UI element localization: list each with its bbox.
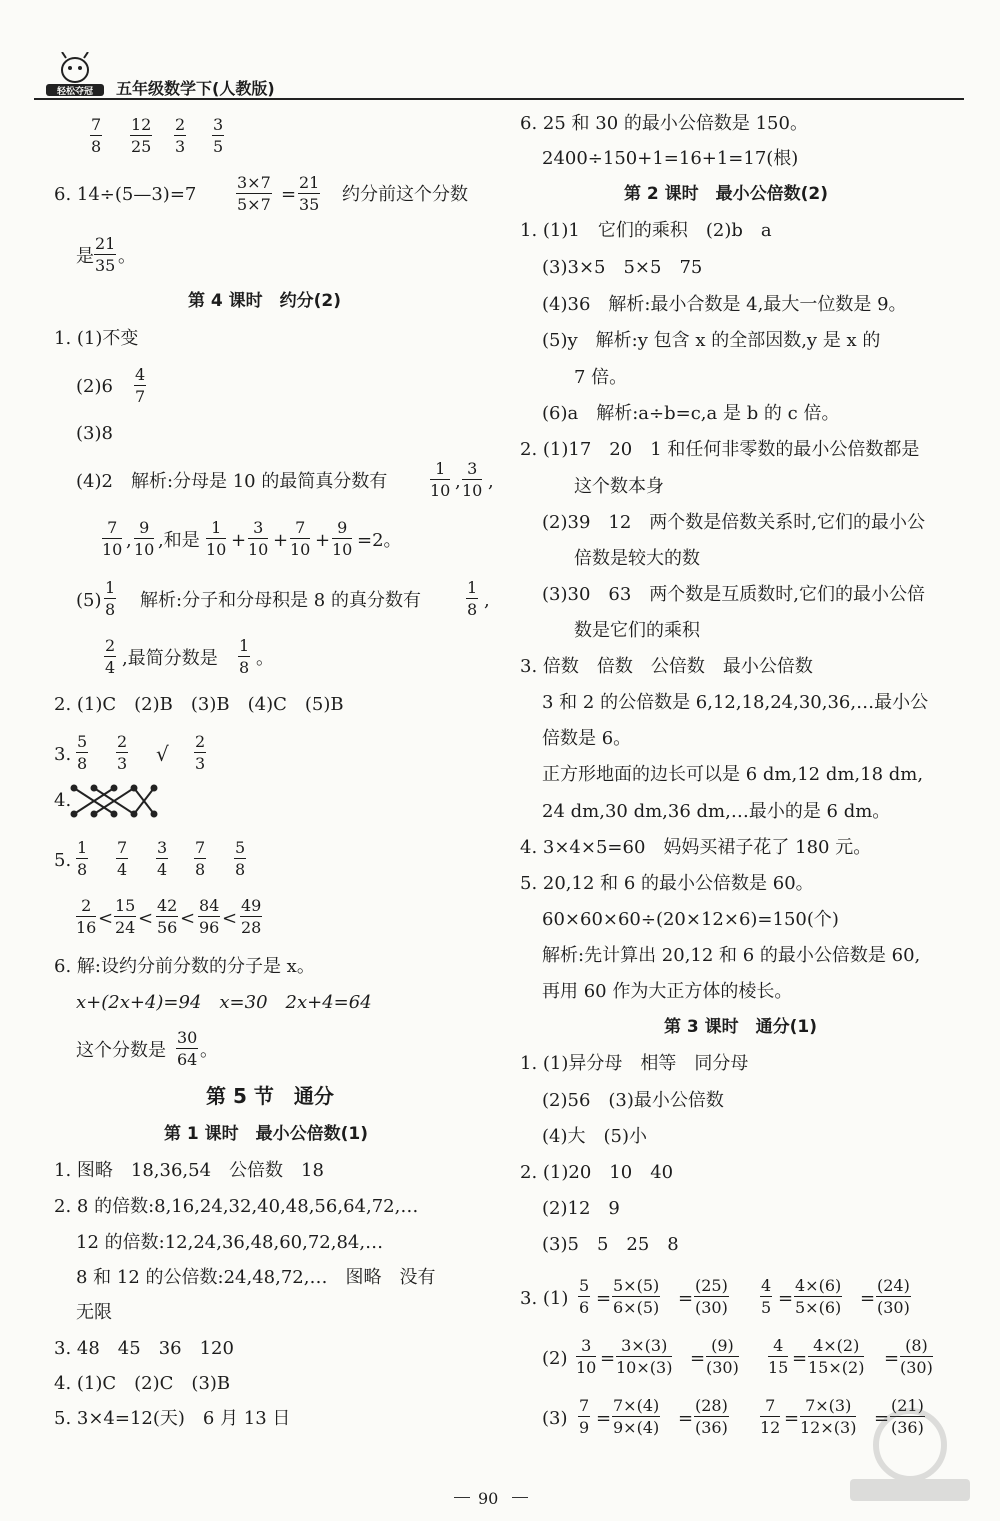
answer-line: 6. 14÷(5—3)=7 — [54, 184, 197, 205]
answer-line: 5. 3×4=12(天) 6 月 13 日 — [54, 1408, 291, 1429]
answer-line: (2)56 (3)最小公倍数 — [542, 1090, 724, 1111]
fraction: 5 6 — [579, 1276, 590, 1317]
fraction: 3 10 — [248, 518, 269, 559]
fraction: 21 35 — [95, 234, 116, 275]
fraction: (25) (30) — [695, 1276, 728, 1317]
fraction: 7 8 — [91, 115, 102, 156]
fraction: 9 10 — [332, 518, 353, 559]
fraction: 3 4 — [157, 838, 168, 879]
fraction: 7×(4) 9×(4) — [613, 1396, 660, 1437]
fraction: 3×7 5×7 — [237, 173, 271, 214]
answer-line: 2. (1)20 10 40 — [520, 1162, 674, 1183]
answer-line: ,和是 — [158, 530, 200, 551]
answer-line: (5) — [76, 590, 102, 611]
page-number-dash — [512, 1497, 528, 1498]
fraction: 9 10 — [134, 518, 155, 559]
page-number-dash — [454, 1497, 470, 1498]
answer-line: ,最简分数是 — [122, 648, 218, 669]
answer-line: (3)30 63 两个数是互质数时,它们的最小公倍 — [542, 584, 926, 605]
fraction: 21 35 — [299, 173, 320, 214]
answer-line: 1. 图略 18,36,54 公倍数 18 — [54, 1160, 324, 1181]
fraction: (21) (36) — [891, 1396, 924, 1437]
answer-line: 正方形地面的边长可以是 6 dm,12 dm,18 dm, — [542, 764, 924, 785]
answer-line: (5)y 解析:y 包含 x 的全部因数,y 是 x 的 — [542, 330, 881, 351]
answer-line: 1. (1)1 它们的乘积 (2)b a — [520, 220, 772, 241]
fraction: 7 8 — [195, 838, 206, 879]
answer-line: 6. 25 和 30 的最小公倍数是 150。 — [520, 113, 808, 134]
answer-line: 这个数本身 — [574, 476, 664, 497]
svg-text:轻松夺冠: 轻松夺冠 — [56, 87, 94, 97]
fraction: (8) (30) — [900, 1336, 933, 1377]
header-rule — [34, 98, 964, 100]
fraction: 84 96 — [199, 896, 220, 937]
fraction: 2 3 — [117, 732, 128, 773]
answer-line: 倍数是较大的数 — [574, 548, 700, 569]
answer-line: (3)3×5 5×5 75 — [542, 257, 703, 278]
answer-line: 解析:先计算出 20,12 和 6 的最小公倍数是 60, — [542, 945, 921, 966]
fraction: 5 8 — [77, 732, 88, 773]
answer-line: 12 的倍数:12,24,36,48,60,72,84,… — [76, 1232, 384, 1253]
fraction: 4×(6) 5×(6) — [795, 1276, 842, 1317]
answer-line: 无限 — [76, 1302, 112, 1323]
fraction: (9) (30) — [706, 1336, 739, 1377]
fraction: 7×(3) 12×(3) — [800, 1396, 857, 1437]
answer-line: 4. — [54, 790, 72, 811]
fraction: 2 16 — [76, 896, 97, 937]
answer-line: 1. (1)异分母 相等 同分母 — [520, 1053, 749, 1074]
answer-line: 7 倍。 — [574, 367, 628, 388]
fraction: 4×(2) 15×(2) — [808, 1336, 865, 1377]
answer-line: =2。 — [357, 530, 402, 551]
page-number: 90 — [478, 1489, 499, 1508]
fraction: 1 8 — [105, 578, 116, 619]
fraction: 5 8 — [235, 838, 246, 879]
fraction: 4 15 — [768, 1336, 789, 1377]
section-heading: 第 5 节 通分 — [206, 1084, 334, 1108]
mascot-logo-icon — [44, 52, 106, 98]
answer-line: 4. 3×4×5=60 妈妈买裙子花了 180 元。 — [520, 837, 872, 858]
fraction: 3×(3) 10×(3) — [616, 1336, 673, 1377]
answer-line: 3. (1) — [520, 1288, 569, 1309]
answer-line: 2. (1)17 20 1 和任何非零数的最小公倍数都是 — [520, 439, 920, 460]
fraction: 3 5 — [213, 115, 224, 156]
answer-line: 这个分数是 — [76, 1040, 166, 1061]
answer-line: (6)a 解析:a÷b=c,a 是 b 的 c 倍。 — [542, 403, 840, 424]
answer-line: 8 和 12 的公倍数:24,48,72,… 图略 没有 — [76, 1267, 436, 1288]
fraction: 7 4 — [117, 838, 128, 879]
answer-line: 6. 解:设约分前分数的分子是 x。 — [54, 956, 315, 977]
lesson-heading: 第 4 课时 约分(2) — [188, 291, 342, 311]
punct: 。 — [256, 648, 274, 669]
answer-line: 3 和 2 的公倍数是 6,12,18,24,30,36,…最小公 — [542, 692, 929, 713]
answer-line: 1. (1)不变 — [54, 328, 139, 349]
answer-line: 数是它们的乘积 — [574, 620, 700, 641]
fraction: 7 9 — [579, 1396, 590, 1437]
answer-line: (2)12 9 — [542, 1198, 620, 1219]
check-mark: √ — [156, 742, 169, 766]
answer-line: 约分前这个分数 — [342, 184, 468, 205]
answer-line: 再用 60 作为大正方体的棱长。 — [542, 981, 793, 1002]
fraction: 1 8 — [467, 578, 478, 619]
equation-line: x+(2x+4)=94 x=30 2x+4=64 — [76, 992, 372, 1013]
fraction: 2 3 — [175, 115, 186, 156]
answer-line: 4. (1)C (2)C (3)B — [54, 1373, 231, 1394]
lesson-heading: 第 2 课时 最小公倍数(2) — [624, 184, 829, 204]
fraction: 5×(5) 6×(5) — [613, 1276, 660, 1317]
answer-line: (2)6 — [76, 376, 113, 397]
fraction: (24) (30) — [877, 1276, 910, 1317]
answer-line: (4)36 解析:最小合数是 4,最大一位数是 9。 — [542, 294, 907, 315]
fraction: 49 28 — [241, 896, 262, 937]
fraction: 1 8 — [239, 636, 250, 677]
answer-line: (4)大 (5)小 — [542, 1126, 647, 1147]
fraction: 15 24 — [115, 896, 136, 937]
fraction: 3 10 — [576, 1336, 597, 1377]
answer-line: 倍数是 6。 — [542, 728, 632, 749]
lesson-heading: 第 3 课时 通分(1) — [664, 1017, 818, 1037]
lesson-heading: 第 1 课时 最小公倍数(1) — [164, 1124, 369, 1144]
fraction: 4 5 — [761, 1276, 772, 1317]
answer-line: 2400÷150+1=16+1=17(根) — [542, 148, 799, 169]
answer-line: 2. 8 的倍数:8,16,24,32,40,48,56,64,72,… — [54, 1196, 419, 1217]
fraction: 12 25 — [131, 115, 152, 156]
fraction: 7 12 — [760, 1396, 781, 1437]
answer-line: 解析:分子和分母积是 8 的真分数有 — [140, 590, 421, 611]
fraction: 2 4 — [105, 636, 116, 677]
fraction: 3 10 — [462, 459, 483, 500]
fraction: 1 8 — [77, 838, 88, 879]
answer-line: 3. 倍数 倍数 公倍数 最小公倍数 — [520, 656, 813, 677]
header-title: 五年级数学下(人教版) — [116, 79, 275, 98]
fraction: 4 7 — [135, 365, 146, 406]
answer-line: (3)8 — [76, 423, 113, 444]
answer-line: 5. — [54, 850, 72, 871]
answer-line: 2. (1)C (2)B (3)B (4)C (5)B — [54, 694, 344, 715]
fraction: 1 10 — [430, 459, 451, 500]
fraction: 30 64 — [177, 1028, 198, 1069]
answer-line: 60×60×60÷(20×12×6)=150(个) — [542, 909, 839, 930]
answer-line: 5. 20,12 和 6 的最小公倍数是 60。 — [520, 873, 814, 894]
punct: 。 — [200, 1040, 218, 1061]
fraction: 1 10 — [206, 518, 227, 559]
answer-line: (4)2 解析:分母是 10 的最简真分数有 — [76, 471, 388, 492]
answer-line: (3)5 5 25 8 — [542, 1234, 679, 1255]
watermark-stamp-icon — [840, 1395, 980, 1505]
fraction: 42 56 — [157, 896, 178, 937]
fraction: 7 10 — [290, 518, 311, 559]
answer-line: (2)39 12 两个数是倍数关系时,它们的最小公 — [542, 512, 926, 533]
answer-line: (3) — [542, 1408, 568, 1429]
matching-lines-diagram — [70, 784, 164, 818]
fraction: (28) (36) — [695, 1396, 728, 1437]
answer-line: 24 dm,30 dm,36 dm,…最小的是 6 dm。 — [542, 801, 891, 822]
punct: 。 — [118, 246, 136, 267]
answer-line: (2) — [542, 1348, 568, 1369]
answer-line: 是 — [76, 246, 94, 267]
fraction: 7 10 — [102, 518, 123, 559]
answer-line: 3. — [54, 744, 72, 765]
fraction: 2 3 — [195, 732, 206, 773]
answer-line: 3. 48 45 36 120 — [54, 1338, 234, 1359]
